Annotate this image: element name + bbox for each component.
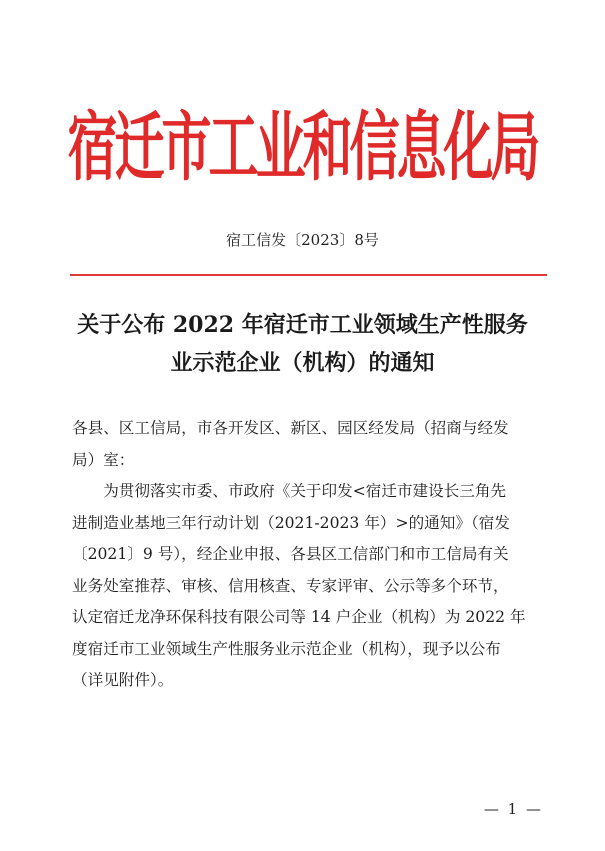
document-title bbox=[40, 306, 565, 382]
red-divider-line bbox=[70, 274, 547, 276]
paragraph-line: （详见附件）。 bbox=[72, 671, 174, 689]
main-paragraph bbox=[72, 476, 546, 697]
addressee-line-2: 局）室： bbox=[72, 450, 135, 469]
organization-header: 宿迁市工业和信息化局 bbox=[67, 104, 538, 191]
document-number: 宿工信发〔2023〕8号 bbox=[226, 231, 379, 249]
paragraph-line: 进制造业基地三年行动计划（2021-2023 年）>的通知》（宿发 bbox=[72, 513, 510, 532]
document-body bbox=[72, 413, 546, 697]
paragraph-line: 为贯彻落实市委、市政府《关于印发<宿迁市建设长三角先 bbox=[103, 482, 507, 500]
addressee-line-1: 各县、区工信局，市各开发区、新区、园区经发局（招商与经发 bbox=[72, 419, 509, 437]
addressee bbox=[72, 413, 546, 476]
title-line-2: 业示范企业（机构）的通知 bbox=[170, 350, 435, 376]
paragraph-line: 业务处室推荐、审核、信用核查、专家评审、公示等多个环节， bbox=[72, 576, 509, 595]
paragraph-line: 〔2021〕9 号），经企业申报、各县区工信部门和市工信局有关 bbox=[72, 545, 509, 563]
paragraph-line: 认定宿迁龙净环保科技有限公司等 14 户企业（机构）为 2022 年 bbox=[72, 608, 526, 626]
title-line-1: 关于公布 2022 年宿迁市工业领域生产性服务 bbox=[77, 312, 528, 338]
page-number: — 1 — bbox=[483, 800, 543, 818]
paragraph-line: 度宿迁市工业领域生产性服务业示范企业（机构），现予以公布 bbox=[72, 639, 501, 658]
